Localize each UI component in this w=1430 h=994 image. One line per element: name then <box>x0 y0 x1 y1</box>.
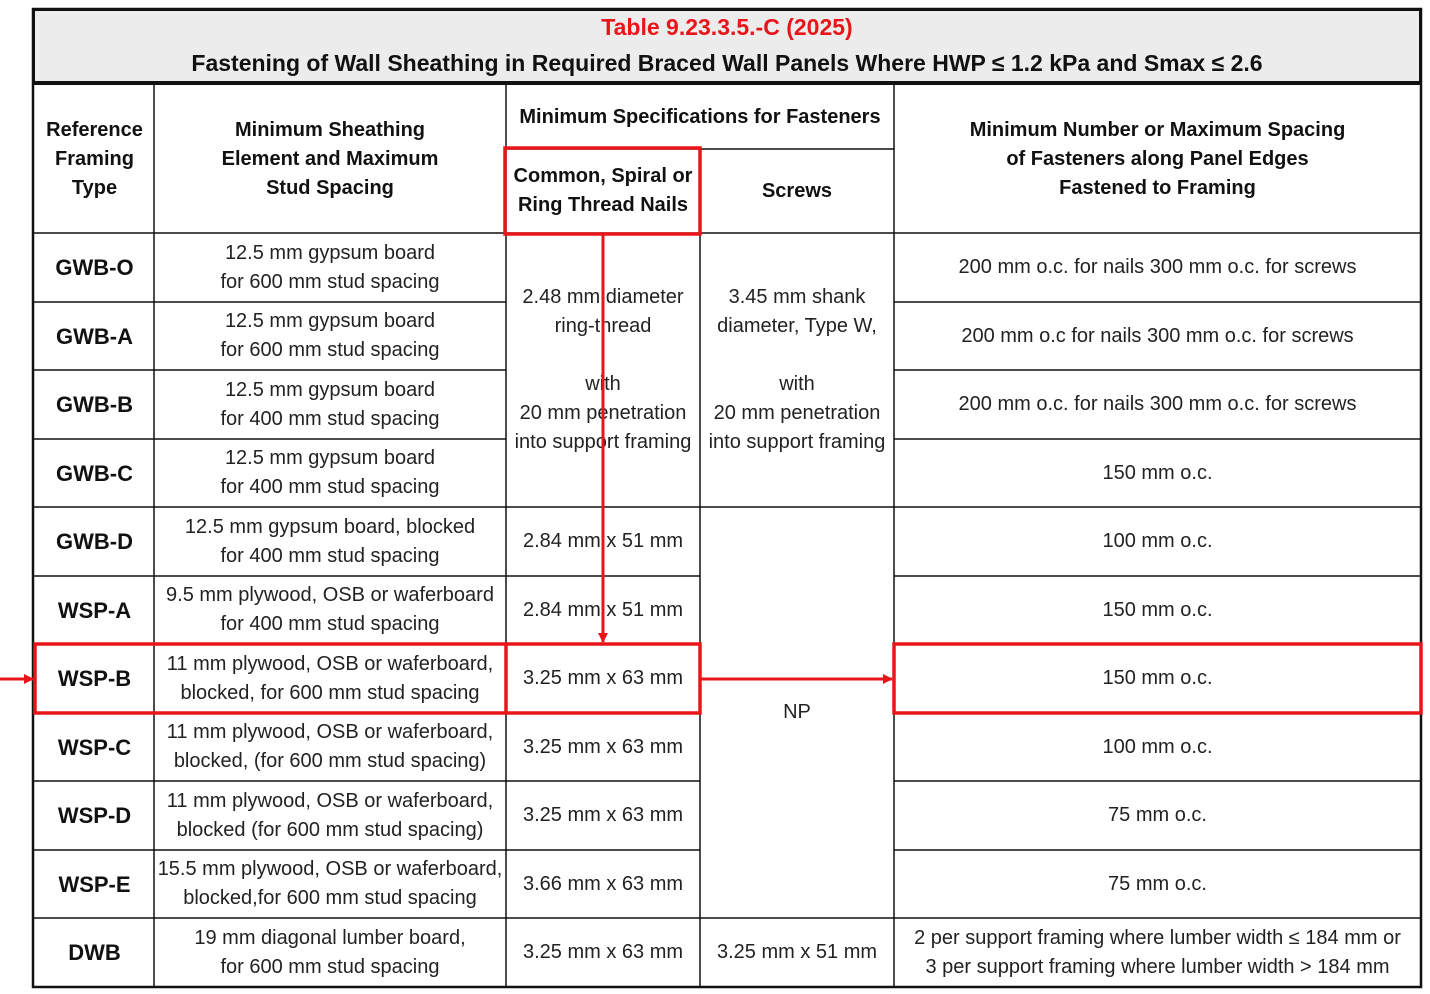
highlight-nails-header <box>505 148 700 234</box>
ref-dwb: DWB <box>68 940 121 965</box>
ref-wsp-c: WSP-C <box>57 734 132 760</box>
row-lines-screws <box>700 507 894 918</box>
screws-dwb: 3.25 mm x 51 mm <box>716 941 878 963</box>
header-minimum-sheathing: Minimum Sheathing Element and Maximum Stud Spacing <box>221 118 439 199</box>
highlight-wsp-b-row <box>35 644 700 713</box>
nails-wsp-e: 3.66 mm x 63 mm <box>522 872 684 895</box>
spacing-gwb-o: 200 mm o.c. for nails 300 mm o.c. for screws <box>958 256 1357 278</box>
sheathing-wsp-d: 11 mm plywood, OSB or waferboard, blocked (for 600 mm stud spacing) <box>166 789 494 841</box>
sheathing-gwb-o: 12.5 mm gypsum board for 600 mm stud spacing <box>220 241 440 293</box>
header-fastener-spacing: Minimum Number or Maximum Spacing of Fasteners along Panel Edges Fastened to Framing <box>969 118 1346 199</box>
nails-wsp-a: 2.84 mm x 51 mm <box>522 598 684 621</box>
sheathing-dwb: 19 mm diagonal lumber board, for 600 mm stud spacing <box>194 926 466 978</box>
row-lines-left <box>33 302 506 918</box>
header-fastener-specifications: Minimum Specifications for Fasteners <box>519 105 881 128</box>
spacing-wsp-a: 150 mm o.c. <box>1102 598 1213 621</box>
spacing-dwb: 2 per support framing where lumber width ≤ 184 mm or 3 per support framing where lumber width > 184 mm <box>914 926 1401 978</box>
row-lines-spacing <box>894 302 1421 918</box>
sheathing-gwb-c: 12.5 mm gypsum board for 400 mm stud spacing <box>220 447 440 498</box>
header-nails: Common, Spiral or Ring Thread Nails <box>513 165 693 216</box>
spacing-gwb-d: 100 mm o.c. <box>1102 530 1213 552</box>
spacing-gwb-a: 200 mm o.c for nails 300 mm o.c. for screws <box>961 324 1354 347</box>
spacing-wsp-d: 75 mm o.c. <box>1108 804 1207 826</box>
ref-wsp-d: WSP-D <box>57 803 132 828</box>
sheathing-gwb-d: 12.5 mm gypsum board, blocked for 400 mm stud spacing <box>184 515 476 567</box>
header-reference-framing-type: Reference Framing Type <box>46 118 143 199</box>
ref-gwb-d: GWB-D <box>56 529 133 554</box>
spacing-wsp-e: 75 mm o.c. <box>1108 872 1207 895</box>
nails-wsp-b: 3.25 mm x 63 mm <box>522 667 684 689</box>
sheathing-gwb-b: 12.5 mm gypsum board for 400 mm stud spacing <box>220 378 440 430</box>
header-screws: Screws <box>761 179 833 202</box>
ref-wsp-a: WSP-A <box>57 597 132 623</box>
sheathing-gwb-a: 12.5 mm gypsum board for 600 mm stud spacing <box>220 310 440 361</box>
nails-wsp-d: 3.25 mm x 63 mm <box>522 804 684 826</box>
gwb-nails-spec: 2.48 mm diameter ring-thread with 20 mm penetration into support framing <box>514 286 692 453</box>
spacing-gwb-c: 150 mm o.c. <box>1102 461 1213 484</box>
sheathing-wsp-b: 11 mm plywood, OSB or waferboard, blocked, for 600 mm stud spacing <box>166 652 494 704</box>
grid-lines <box>33 9 1421 987</box>
ref-gwb-a: GWB-A <box>56 323 133 349</box>
table-caption: Fastening of Wall Sheathing in Required Braced Wall Panels Where HWP ≤ 1.2 kPa and Smax ≤ 2.6 <box>191 50 1263 76</box>
screws-not-permitted: NP <box>783 701 811 723</box>
table-number: Table 9.23.3.5.-C (2025) <box>601 14 853 40</box>
ref-wsp-b: WSP-B <box>57 666 132 691</box>
sheathing-wsp-e: 15.5 mm plywood, OSB or waferboard, blocked,for 600 mm stud spacing <box>157 858 503 909</box>
spacing-wsp-b: 150 mm o.c. <box>1102 667 1213 689</box>
ref-gwb-o: GWB-O <box>55 255 134 280</box>
ref-gwb-b: GWB-B <box>56 392 133 417</box>
spacing-gwb-b: 200 mm o.c. for nails 300 mm o.c. for screws <box>958 393 1357 415</box>
outer-border <box>33 9 1421 987</box>
sheathing-wsp-c: 11 mm plywood, OSB or waferboard, blocked, (for 600 mm stud spacing) <box>166 721 494 772</box>
sheathing-wsp-a: 9.5 mm plywood, OSB or waferboard for 400 mm stud spacing <box>166 584 494 635</box>
highlight-wsp-b-spacing <box>894 644 1421 713</box>
nails-dwb: 3.25 mm x 63 mm <box>522 941 684 963</box>
nails-gwb-d: 2.84 mm x 51 mm <box>522 530 684 552</box>
ref-wsp-e: WSP-E <box>58 871 131 897</box>
spacing-wsp-c: 100 mm o.c. <box>1102 735 1213 758</box>
nails-wsp-c: 3.25 mm x 63 mm <box>522 735 684 758</box>
gwb-screws-spec: 3.45 mm shank diameter, Type W, with 20 mm penetration into support framing <box>708 286 886 453</box>
ref-gwb-c: GWB-C <box>56 460 133 486</box>
